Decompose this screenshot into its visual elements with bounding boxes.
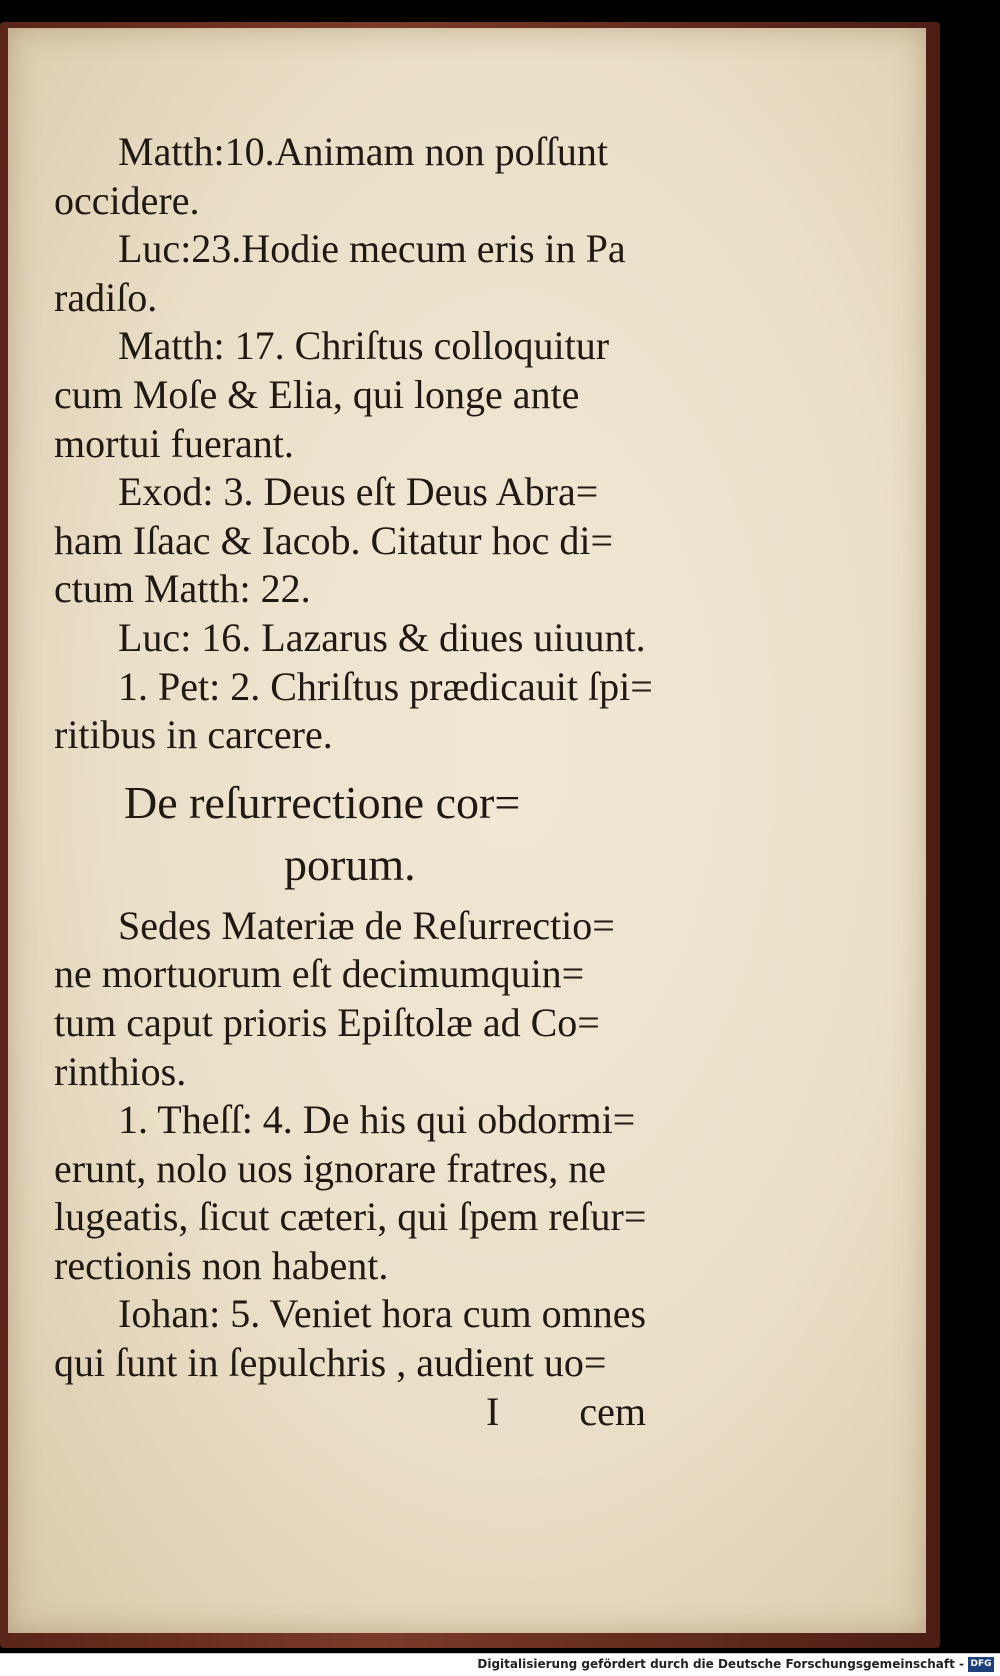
text-line: Sedes Materiæ de Reſurrectio= xyxy=(118,902,615,948)
text-line: occidere. xyxy=(54,177,200,223)
text-line: lugeatis, ſicut cæteri, qui ſpem reſur= xyxy=(54,1194,647,1240)
text-line: erunt, nolo uos ignorare fratres, ne xyxy=(54,1145,607,1191)
text-line: rectionis non habent. xyxy=(54,1242,389,1288)
text-line: radiſo. xyxy=(54,274,158,320)
footer-credit: Digitalisierung gefördert durch die Deutsche Forschungsgemeinschaft - xyxy=(477,1657,964,1671)
text-line: ctum Matth: 22. xyxy=(54,566,311,612)
text-line: Matth:10.Animam non poſſunt xyxy=(118,129,608,174)
page-text xyxy=(54,128,674,1436)
text-line: Exod: 3. Deus eſt Deus Abra= xyxy=(118,469,599,515)
text-line: mortui fuerant. xyxy=(54,420,294,466)
signature-catchword: I cem xyxy=(486,1388,646,1434)
text-line: ne mortuorum eſt decimumquin= xyxy=(54,951,585,997)
text-line: rinthios. xyxy=(54,1048,187,1094)
text-line: tum caput prioris Epiſtolæ ad Co= xyxy=(54,999,600,1045)
section-heading-continued: porum. xyxy=(284,838,416,890)
text-line: ham Iſaac & Iacob. Citatur hoc di= xyxy=(54,517,614,563)
text-line: Iohan: 5. Veniet hora cum omnes xyxy=(118,1291,647,1337)
text-line: 1. Theſſ: 4. De his qui obdormi= xyxy=(118,1097,636,1143)
text-line: Matth: 17. Chriſtus colloquitur xyxy=(118,323,610,369)
section-heading: De reſurrectione cor= xyxy=(124,776,521,828)
text-line: ritibus in carcere. xyxy=(54,712,333,758)
text-line: Luc: 16. Lazarus & diues uiuunt. xyxy=(118,614,646,660)
dfg-logo: DFG xyxy=(968,1657,994,1672)
text-line: 1. Pet: 2. Chriſtus prædicauit ſpi= xyxy=(118,663,653,709)
footer-bar xyxy=(0,1653,1000,1676)
text-line: Luc:23.Hodie mecum eris in Pa xyxy=(118,226,626,272)
text-line: qui ſunt in ſepulchris , audient uo= xyxy=(54,1340,607,1386)
book-page xyxy=(8,28,926,1633)
text-line: cum Moſe & Elia, qui longe ante xyxy=(54,371,580,417)
